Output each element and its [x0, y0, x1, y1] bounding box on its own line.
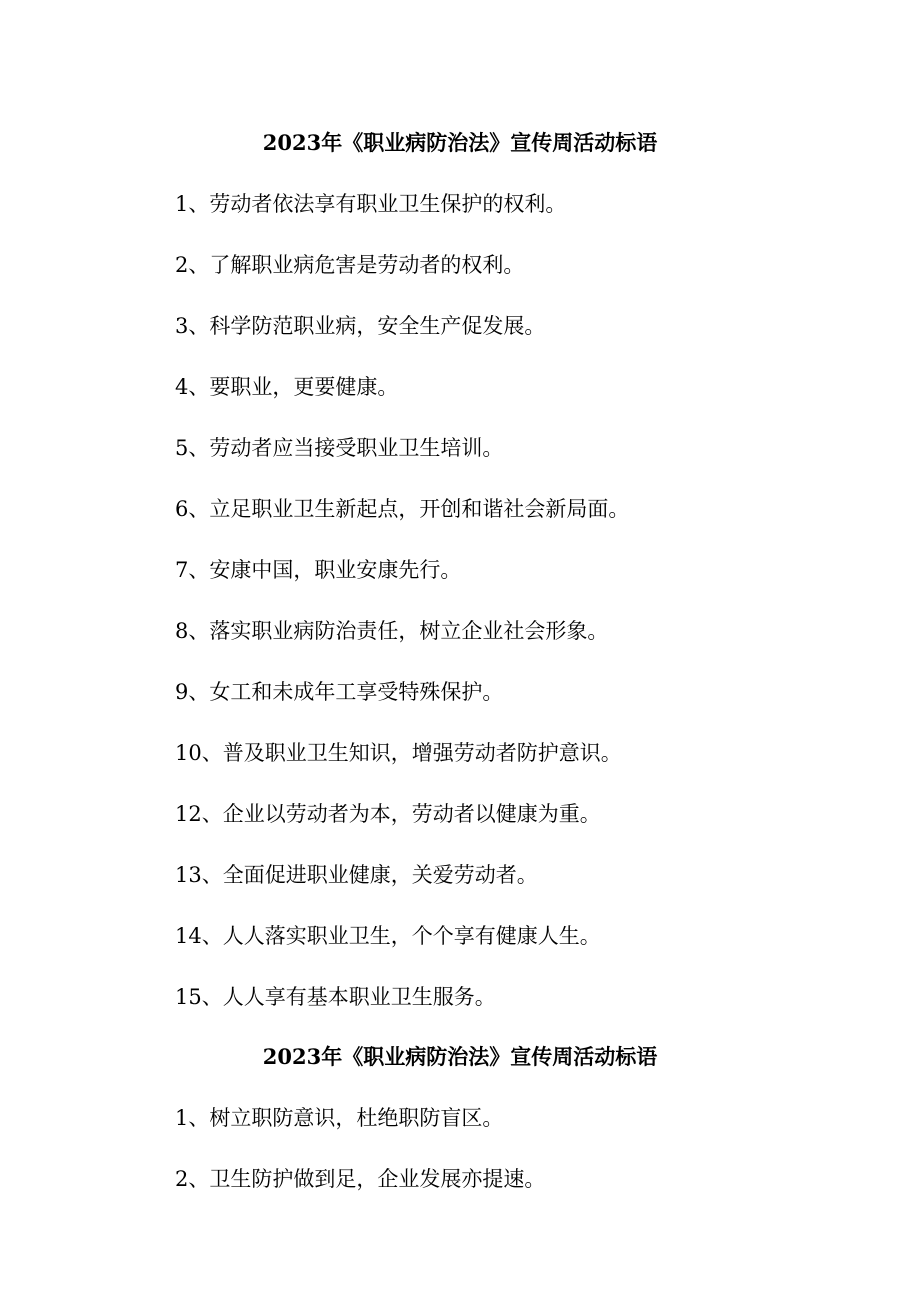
- section-2-title: 2023年《职业病防治法》宣传周活动标语: [262, 1044, 658, 1069]
- slogan-item: 12、企业以劳动者为本，劳动者以健康为重。: [175, 802, 601, 826]
- section-1-title: 2023年《职业病防治法》宣传周活动标语: [262, 130, 658, 155]
- slogan-item: 14、人人落实职业卫生，个个享有健康人生。: [175, 924, 601, 948]
- slogan-item: 7、安康中国，职业安康先行。: [175, 558, 462, 582]
- slogan-item: 2、了解职业病危害是劳动者的权利。: [175, 253, 525, 277]
- slogan-item: 3、科学防范职业病，安全生产促发展。: [175, 314, 546, 338]
- slogan-item: 1、树立职防意识，杜绝职防盲区。: [175, 1106, 504, 1130]
- slogan-item: 2、卫生防护做到足，企业发展亦提速。: [175, 1167, 546, 1191]
- slogan-item: 10、普及职业卫生知识，增强劳动者防护意识。: [175, 741, 622, 765]
- slogan-item: 6、立足职业卫生新起点，开创和谐社会新局面。: [175, 497, 630, 521]
- slogan-item: 5、劳动者应当接受职业卫生培训。: [175, 436, 504, 460]
- slogan-item: 15、人人享有基本职业卫生服务。: [175, 985, 496, 1009]
- slogan-item: 9、女工和未成年工享受特殊保护。: [175, 680, 504, 704]
- slogan-item: 4、要职业，更要健康。: [175, 375, 399, 399]
- slogan-item: 1、劳动者依法享有职业卫生保护的权利。: [175, 192, 567, 216]
- slogan-item: 8、落实职业病防治责任，树立企业社会形象。: [175, 619, 609, 643]
- slogan-item: 13、全面促进职业健康，关爱劳动者。: [175, 863, 538, 887]
